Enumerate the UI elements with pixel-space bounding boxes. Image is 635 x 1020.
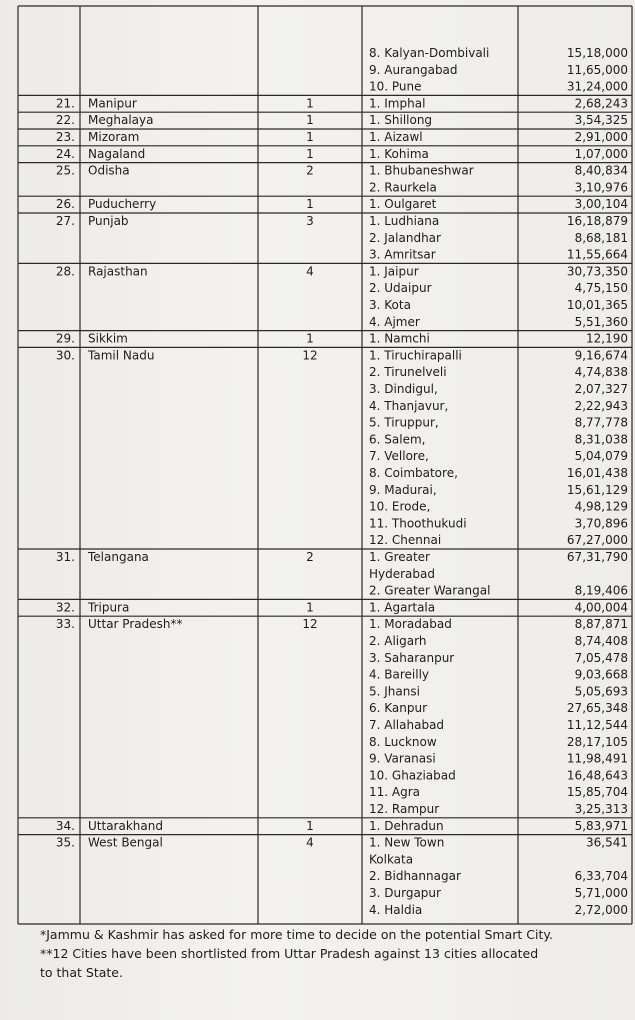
state-serial: 28. bbox=[55, 264, 75, 279]
city-name: 1. Greater bbox=[369, 550, 430, 564]
state-name: Rajasthan bbox=[88, 264, 148, 279]
city-name: 1. Oulgaret bbox=[369, 197, 437, 212]
state-serial: 31. bbox=[55, 550, 75, 564]
city-population: 30,73,350 bbox=[566, 264, 628, 279]
city-population: 4,74,838 bbox=[574, 365, 628, 380]
city-name: 1. Kohima bbox=[369, 146, 429, 161]
city-population: 8,87,871 bbox=[574, 617, 628, 632]
city-population: 3,70,896 bbox=[574, 516, 628, 531]
city-population: 16,48,643 bbox=[566, 768, 628, 783]
city-name: 1. Moradabad bbox=[369, 617, 452, 632]
city-population: 8,31,038 bbox=[574, 432, 628, 447]
city-population: 28,17,105 bbox=[566, 734, 628, 749]
city-name: 1. New Town bbox=[369, 835, 445, 850]
city-population: 2,91,000 bbox=[574, 130, 628, 144]
city-population: 3,25,313 bbox=[574, 802, 628, 816]
state-name: Punjab bbox=[88, 214, 129, 228]
city-name: Hyderabad bbox=[369, 566, 435, 581]
state-serial: 35. bbox=[55, 835, 75, 850]
city-population: 5,04,079 bbox=[574, 449, 628, 464]
state-name: West Bengal bbox=[88, 835, 163, 850]
city-population: 7,05,478 bbox=[574, 650, 628, 665]
city-name: 1. Tiruchirapalli bbox=[369, 348, 462, 363]
city-population: 16,18,879 bbox=[566, 214, 628, 228]
state-name: Uttarakhand bbox=[88, 818, 163, 833]
city-population: 8,74,408 bbox=[574, 634, 628, 648]
city-population: 11,98,491 bbox=[566, 751, 628, 766]
city-population: 27,65,348 bbox=[566, 701, 628, 716]
city-name: 11. Agra bbox=[369, 785, 421, 800]
city-population: 5,83,971 bbox=[574, 818, 628, 833]
city-name: 1. Ludhiana bbox=[369, 214, 440, 228]
state-serial: 22. bbox=[55, 113, 75, 128]
city-name: 8. Coimbatore, bbox=[369, 466, 458, 480]
city-name: 12. Chennai bbox=[369, 533, 442, 548]
city-population: 8,40,834 bbox=[574, 163, 628, 178]
city-population: 4,00,004 bbox=[574, 600, 628, 615]
state-serial: 24. bbox=[55, 146, 75, 161]
city-name: 3. Kota bbox=[369, 298, 411, 312]
city-population: 9,16,674 bbox=[574, 348, 628, 363]
city-name: 1. Namchi bbox=[369, 331, 430, 346]
state-serial: 23. bbox=[55, 130, 75, 144]
smart-city-count: 4 bbox=[306, 835, 314, 850]
smart-city-count: 2 bbox=[306, 550, 314, 564]
footnotes bbox=[40, 925, 630, 982]
city-population: 8,68,181 bbox=[574, 230, 628, 245]
city-population: 8,77,778 bbox=[574, 415, 628, 430]
smart-city-count: 2 bbox=[306, 163, 314, 178]
city-name: Kolkata bbox=[369, 852, 414, 867]
city-population: 2,22,943 bbox=[574, 398, 628, 413]
city-population: 12,190 bbox=[586, 331, 628, 346]
city-name: 1. Aizawl bbox=[369, 130, 423, 144]
city-population: 9,03,668 bbox=[574, 667, 628, 682]
state-name: Nagaland bbox=[88, 146, 146, 161]
city-name: 3. Durgapur bbox=[369, 886, 441, 900]
city-population: 16,01,438 bbox=[566, 466, 628, 480]
city-population: 10,01,365 bbox=[566, 298, 628, 312]
city-name: 9. Madurai, bbox=[369, 482, 437, 497]
city-population: 5,51,360 bbox=[574, 314, 628, 329]
footnote-uttar-pradesh: **12 Cities have been shortlisted from Uttar Pradesh against 13 cities allocated bbox=[40, 946, 539, 961]
city-name: 8. Lucknow bbox=[369, 734, 437, 749]
state-name: Meghalaya bbox=[88, 113, 154, 128]
smart-city-count: 12 bbox=[302, 617, 318, 632]
city-name: 1. Jaipur bbox=[369, 264, 419, 279]
city-name: 7. Allahabad bbox=[369, 718, 445, 732]
smart-city-count: 1 bbox=[306, 331, 314, 346]
city-name: 3. Saharanpur bbox=[369, 650, 455, 665]
city-population: 4,98,129 bbox=[574, 499, 628, 514]
city-population: 5,05,693 bbox=[574, 684, 628, 699]
city-name: 10. Erode, bbox=[369, 499, 431, 514]
city-population: 3,54,325 bbox=[574, 113, 628, 128]
city-name: 11. Thoothukudi bbox=[369, 516, 467, 531]
city-name: 7. Vellore, bbox=[369, 449, 429, 464]
smart-city-count: 1 bbox=[306, 96, 314, 111]
city-name: 5. Tiruppur, bbox=[369, 415, 439, 430]
footnote-uttar-pradesh-cont: to that State. bbox=[40, 965, 123, 980]
city-population: 15,18,000 bbox=[566, 46, 628, 60]
city-population: 4,75,150 bbox=[574, 281, 628, 296]
city-population: 15,61,129 bbox=[566, 482, 628, 497]
smart-city-count: 1 bbox=[306, 600, 314, 615]
smart-city-count: 1 bbox=[306, 146, 314, 161]
city-name: 4. Haldia bbox=[369, 902, 423, 917]
state-name: Telangana bbox=[88, 550, 149, 564]
city-name: 1. Dehradun bbox=[369, 818, 444, 833]
state-serial: 32. bbox=[55, 600, 75, 615]
city-name: 4. Ajmer bbox=[369, 314, 420, 329]
city-population: 3,00,104 bbox=[574, 197, 628, 212]
city-population: 11,55,664 bbox=[566, 247, 628, 262]
footnote-jammu-kashmir: *Jammu & Kashmir has asked for more time to decide on the potential Smart City. bbox=[40, 927, 553, 942]
city-population: 67,27,000 bbox=[566, 533, 628, 548]
city-name: 8. Kalyan-Dombivali bbox=[369, 46, 490, 60]
city-population: 1,07,000 bbox=[574, 146, 628, 161]
city-name: 9. Varanasi bbox=[369, 751, 436, 766]
city-population: 3,10,976 bbox=[574, 180, 628, 195]
city-name: 6. Kanpur bbox=[369, 701, 428, 716]
city-population: 11,65,000 bbox=[566, 62, 628, 77]
city-name: 5. Jhansi bbox=[369, 684, 420, 699]
city-name: 1. Bhubaneshwar bbox=[369, 163, 474, 178]
city-name: 12. Rampur bbox=[369, 802, 440, 816]
city-name: 2. Tirunelveli bbox=[369, 365, 447, 380]
city-name: 1. Imphal bbox=[369, 96, 426, 111]
city-name: 2. Bidhannagar bbox=[369, 869, 461, 884]
state-serial: 30. bbox=[55, 348, 75, 363]
smart-city-count: 1 bbox=[306, 113, 314, 128]
state-name: Mizoram bbox=[88, 130, 140, 144]
state-name: Manipur bbox=[88, 96, 137, 111]
city-name: 2. Aligarh bbox=[369, 634, 427, 648]
smart-city-count: 1 bbox=[306, 818, 314, 833]
city-population: 2,68,243 bbox=[574, 96, 628, 111]
city-population: 5,71,000 bbox=[574, 886, 628, 900]
city-name: 9. Aurangabad bbox=[369, 62, 458, 77]
city-population: 31,24,000 bbox=[566, 79, 628, 94]
city-name: 4. Bareilly bbox=[369, 667, 430, 682]
city-population: 67,31,790 bbox=[566, 550, 628, 564]
state-name: Tamil Nadu bbox=[88, 348, 155, 363]
city-population: 11,12,544 bbox=[566, 718, 628, 732]
city-name: 10. Pune bbox=[369, 79, 422, 94]
smart-city-count: 3 bbox=[306, 214, 314, 228]
city-name: 10. Ghaziabad bbox=[369, 768, 456, 783]
state-serial: 33. bbox=[55, 617, 75, 632]
state-name: Uttar Pradesh** bbox=[88, 617, 183, 632]
city-population: 2,72,000 bbox=[574, 902, 628, 917]
smart-city-count: 1 bbox=[306, 130, 314, 144]
state-serial: 26. bbox=[55, 197, 75, 212]
city-population: 36,541 bbox=[586, 835, 628, 850]
city-population: 2,07,327 bbox=[574, 382, 628, 396]
state-serial: 27. bbox=[55, 214, 75, 228]
city-name: 1. Agartala bbox=[369, 600, 436, 615]
state-name: Tripura bbox=[88, 600, 130, 615]
city-population: 6,33,704 bbox=[574, 869, 628, 884]
state-name: Sikkim bbox=[88, 331, 128, 346]
city-name: 2. Udaipur bbox=[369, 281, 432, 296]
smart-city-count: 1 bbox=[306, 197, 314, 212]
smart-city-count: 12 bbox=[302, 348, 318, 363]
city-name: 2. Greater Warangal bbox=[369, 583, 491, 598]
city-name: 3. Dindigul, bbox=[369, 382, 438, 396]
city-name: 4. Thanjavur, bbox=[369, 398, 449, 413]
city-name: 6. Salem, bbox=[369, 432, 426, 447]
state-name: Odisha bbox=[88, 163, 130, 178]
city-name: 3. Amritsar bbox=[369, 247, 436, 262]
city-name: 1. Shillong bbox=[369, 113, 433, 128]
city-name: 2. Jalandhar bbox=[369, 230, 441, 245]
state-serial: 34. bbox=[55, 818, 75, 833]
city-population: 8,19,406 bbox=[574, 583, 628, 598]
smart-city-count: 4 bbox=[306, 264, 314, 279]
state-serial: 21. bbox=[55, 96, 75, 111]
city-name: 2. Raurkela bbox=[369, 180, 437, 195]
state-serial: 25. bbox=[55, 163, 75, 178]
state-name: Puducherry bbox=[88, 197, 157, 212]
city-population: 15,85,704 bbox=[566, 785, 628, 800]
state-serial: 29. bbox=[55, 331, 75, 346]
